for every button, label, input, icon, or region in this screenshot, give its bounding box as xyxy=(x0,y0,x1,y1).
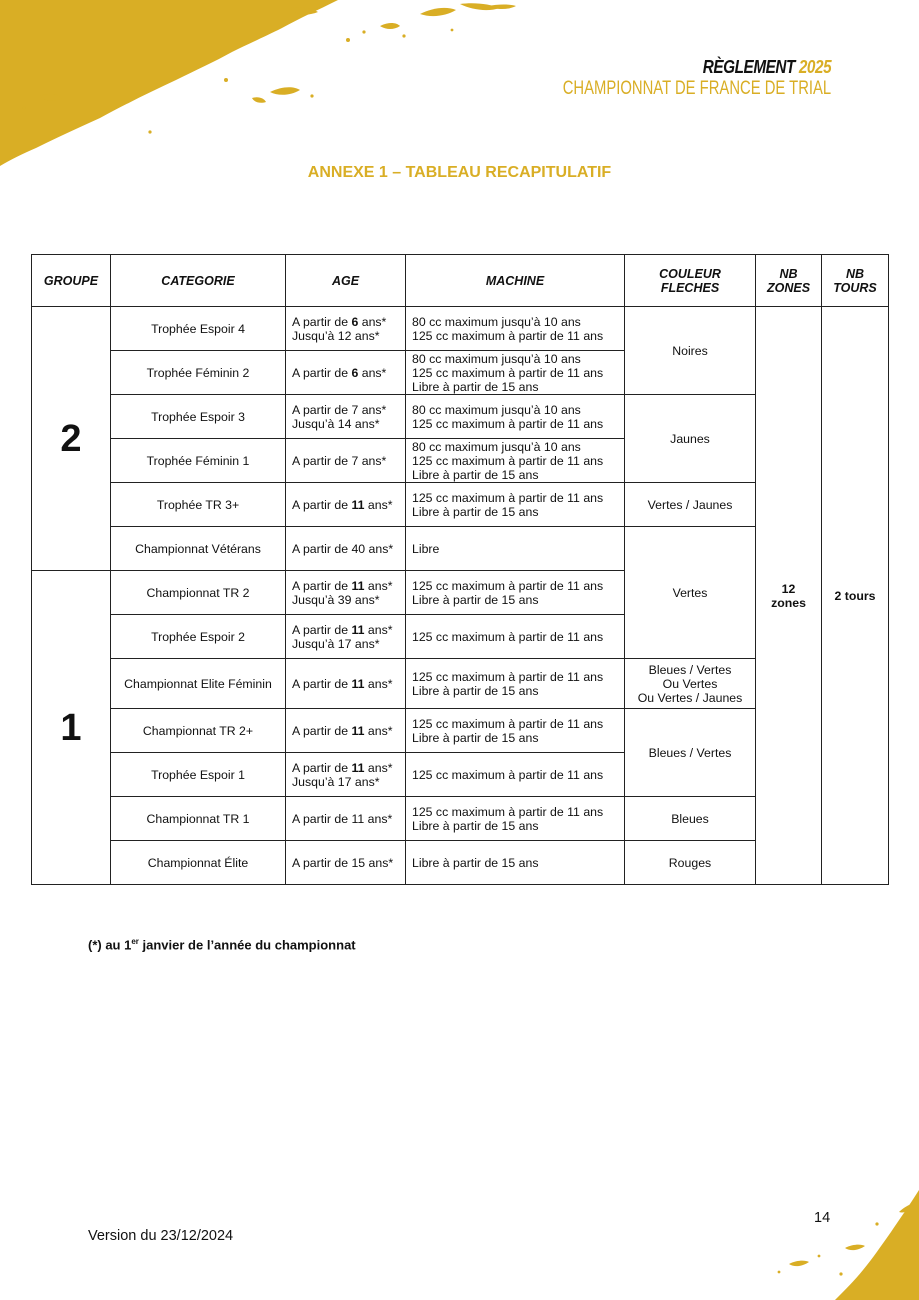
age-cell xyxy=(286,659,406,709)
machine-cell xyxy=(406,615,625,659)
group-number: 1 xyxy=(32,571,111,885)
age-bold: 6 xyxy=(351,365,359,380)
nb-zones-unit: zones xyxy=(771,595,806,610)
age-limit: Jusqu’à 14 ans* xyxy=(292,416,380,431)
brand-word: RÈGLEMENT xyxy=(702,57,795,77)
group-number: 2 xyxy=(32,307,111,571)
machine-line: 80 cc maximum jusqu’à 10 ans xyxy=(412,314,581,329)
age-prefix: A partir de 7 ans* xyxy=(292,402,387,417)
machine-cell xyxy=(406,659,625,709)
age-prefix: A partir de xyxy=(292,497,352,512)
machine-line: 125 cc maximum à partir de 11 ans xyxy=(412,578,604,593)
machine-line: 125 cc maximum à partir de 11 ans xyxy=(412,416,604,431)
header-nbzones-l1: NB xyxy=(779,266,798,281)
machine-line: 125 cc maximum à partir de 11 ans xyxy=(412,453,604,468)
machine-line: Libre à partir de 15 ans xyxy=(412,855,539,870)
machine-cell xyxy=(406,709,625,753)
brand-header xyxy=(487,57,831,101)
age-line xyxy=(292,623,399,637)
brush-decoration-bottom-right xyxy=(749,1190,919,1300)
age-suffix: ans* xyxy=(364,578,393,593)
age-prefix: A partir de 40 ans* xyxy=(292,541,394,556)
age-bold: 11 xyxy=(351,676,365,691)
age-bold: 11 xyxy=(351,760,365,775)
header-machine: MACHINE xyxy=(406,255,625,307)
brush-decoration-top-left xyxy=(0,0,520,170)
nb-zones-cell xyxy=(756,307,822,885)
machine-line: Libre à partir de 15 ans xyxy=(412,683,539,698)
age-suffix: ans* xyxy=(358,314,387,329)
machine-cell xyxy=(406,483,625,527)
machine-line: Libre xyxy=(412,541,440,556)
age-suffix: ans* xyxy=(364,622,393,637)
machine-line: 125 cc maximum à partir de 11 ans xyxy=(412,365,604,380)
brand-subtitle: CHAMPIONNAT DE FRANCE DE TRIAL xyxy=(562,78,831,99)
machine-cell xyxy=(406,841,625,885)
age-prefix: A partir de xyxy=(292,676,352,691)
machine-line: 125 cc maximum à partir de 11 ans xyxy=(412,767,604,782)
footnote xyxy=(88,937,356,952)
age-prefix: A partir de 15 ans* xyxy=(292,855,394,870)
header-age: AGE xyxy=(286,255,406,307)
machine-line: 125 cc maximum à partir de 11 ans xyxy=(412,490,604,505)
machine-line: Libre à partir de 15 ans xyxy=(412,504,539,519)
category-cell: Championnat TR 1 xyxy=(111,797,286,841)
age-prefix: A partir de xyxy=(292,760,352,775)
arrow-color-cell xyxy=(625,709,756,797)
age-cell xyxy=(286,615,406,659)
nb-tours-cell: 2 tours xyxy=(822,307,889,885)
recap-table xyxy=(31,254,889,885)
machine-line: Libre à partir de 15 ans xyxy=(412,467,539,482)
age-line xyxy=(292,724,399,738)
age-prefix: A partir de 11 ans* xyxy=(292,811,393,826)
category-cell: Trophée TR 3+ xyxy=(111,483,286,527)
age-line xyxy=(292,579,399,593)
machine-line: Libre à partir de 15 ans xyxy=(412,379,539,394)
arrow-color: Noires xyxy=(672,343,708,358)
machine-cell xyxy=(406,395,625,439)
table-row xyxy=(32,307,889,351)
age-cell xyxy=(286,527,406,571)
age-bold: 11 xyxy=(351,723,365,738)
machine-cell xyxy=(406,571,625,615)
age-cell xyxy=(286,709,406,753)
age-cell xyxy=(286,797,406,841)
arrow-color: Bleues / Vertes xyxy=(648,662,732,677)
header-couleur-l1: COULEUR xyxy=(659,266,721,281)
category-cell: Trophée Espoir 2 xyxy=(111,615,286,659)
category-cell: Championnat TR 2 xyxy=(111,571,286,615)
header-couleur xyxy=(625,255,756,307)
machine-line: Libre à partir de 15 ans xyxy=(412,818,539,833)
header-nbtours-l2: TOURS xyxy=(833,280,877,295)
nb-zones-value: 12 xyxy=(781,581,796,596)
brand-year: 2025 xyxy=(798,57,831,77)
header-nbzones-l2: ZONES xyxy=(766,280,811,295)
header-nbtours-l1: NB xyxy=(845,266,865,281)
age-limit: Jusqu’à 17 ans* xyxy=(292,774,380,789)
category-cell: Championnat TR 2+ xyxy=(111,709,286,753)
table-header-row xyxy=(32,255,889,307)
age-limit: Jusqu’à 17 ans* xyxy=(292,636,380,651)
arrow-color: Bleues xyxy=(671,811,709,826)
age-prefix: A partir de xyxy=(292,365,352,380)
age-line xyxy=(292,856,399,870)
age-cell xyxy=(286,571,406,615)
footnote-prefix: (*) au 1 xyxy=(88,937,132,953)
machine-line: 125 cc maximum à partir de 11 ans xyxy=(412,328,604,343)
arrow-color: Vertes / Jaunes xyxy=(647,497,733,512)
arrow-color-cell xyxy=(625,797,756,841)
machine-line: 125 cc maximum à partir de 11 ans xyxy=(412,669,604,684)
age-cell xyxy=(286,753,406,797)
age-bold: 11 xyxy=(351,622,365,637)
age-line xyxy=(292,403,399,417)
age-cell xyxy=(286,395,406,439)
version-text: Version du 23/12/2024 xyxy=(88,1228,234,1244)
machine-line: 80 cc maximum jusqu’à 10 ans xyxy=(412,439,581,454)
machine-cell xyxy=(406,527,625,571)
age-cell xyxy=(286,351,406,395)
age-prefix: A partir de xyxy=(292,314,352,329)
machine-line: 125 cc maximum à partir de 11 ans xyxy=(412,629,604,644)
machine-line: 125 cc maximum à partir de 11 ans xyxy=(412,716,604,731)
age-bold: 11 xyxy=(351,578,365,593)
category-cell: Championnat Vétérans xyxy=(111,527,286,571)
machine-cell xyxy=(406,753,625,797)
age-limit: Jusqu’à 12 ans* xyxy=(292,328,380,343)
arrow-color: Ou Vertes / Jaunes xyxy=(637,690,743,705)
arrow-color-cell xyxy=(625,395,756,483)
age-cell xyxy=(286,307,406,351)
age-suffix: ans* xyxy=(358,365,387,380)
machine-line: Libre à partir de 15 ans xyxy=(412,592,539,607)
machine-line: Libre à partir de 15 ans xyxy=(412,730,539,745)
machine-line: 80 cc maximum jusqu’à 10 ans xyxy=(412,351,581,366)
category-cell: Trophée Espoir 4 xyxy=(111,307,286,351)
age-line xyxy=(292,315,399,329)
category-cell: Championnat Élite xyxy=(111,841,286,885)
machine-cell xyxy=(406,351,625,395)
machine-cell xyxy=(406,797,625,841)
category-cell: Trophée Féminin 1 xyxy=(111,439,286,483)
arrow-color: Bleues / Vertes xyxy=(648,745,732,760)
header-nb-tours xyxy=(822,255,889,307)
header-groupe: GROUPE xyxy=(32,255,111,307)
age-prefix: A partir de xyxy=(292,578,352,593)
age-line xyxy=(292,454,399,468)
age-bold: 11 xyxy=(351,497,365,512)
category-cell: Championnat Elite Féminin xyxy=(111,659,286,709)
age-prefix: A partir de xyxy=(292,622,352,637)
header-couleur-l2: FLECHES xyxy=(660,280,720,295)
page-number: 14 xyxy=(814,1210,831,1226)
age-suffix: ans* xyxy=(364,497,393,512)
age-limit: Jusqu’à 39 ans* xyxy=(292,592,380,607)
age-line xyxy=(292,498,399,512)
category-cell: Trophée Espoir 3 xyxy=(111,395,286,439)
age-prefix: A partir de xyxy=(292,723,352,738)
footnote-suffix: janvier de l’année du championnat xyxy=(138,937,356,953)
machine-line: 80 cc maximum jusqu’à 10 ans xyxy=(412,402,581,417)
arrow-color: Jaunes xyxy=(670,431,710,446)
arrow-color-cell xyxy=(625,841,756,885)
age-suffix: ans* xyxy=(364,760,393,775)
category-cell: Trophée Espoir 1 xyxy=(111,753,286,797)
arrow-color-cell xyxy=(625,307,756,395)
arrow-color: Rouges xyxy=(668,855,712,870)
header-categorie: CATEGORIE xyxy=(111,255,286,307)
machine-cell xyxy=(406,439,625,483)
age-line xyxy=(292,812,399,826)
category-cell: Trophée Féminin 2 xyxy=(111,351,286,395)
age-cell xyxy=(286,439,406,483)
age-suffix: ans* xyxy=(364,723,393,738)
age-prefix: A partir de 7 ans* xyxy=(292,453,387,468)
age-bold: 6 xyxy=(351,314,359,329)
age-line xyxy=(292,761,399,775)
page-title: ANNEXE 1 – TABLEAU RECAPITULATIF xyxy=(307,164,612,181)
machine-line: 125 cc maximum à partir de 11 ans xyxy=(412,804,604,819)
arrow-color: Vertes xyxy=(672,585,708,600)
arrow-color: Ou Vertes xyxy=(662,676,718,691)
arrow-color-cell xyxy=(625,483,756,527)
arrow-color-cell xyxy=(625,659,756,709)
age-line xyxy=(292,677,399,691)
footnote-sup: er xyxy=(131,937,139,946)
machine-cell xyxy=(406,307,625,351)
age-cell xyxy=(286,841,406,885)
age-line xyxy=(292,542,399,556)
age-suffix: ans* xyxy=(364,676,393,691)
table-body xyxy=(32,307,889,885)
age-cell xyxy=(286,483,406,527)
header-nb-zones xyxy=(756,255,822,307)
age-line xyxy=(292,366,399,380)
arrow-color-cell xyxy=(625,527,756,659)
brand-title xyxy=(538,57,831,77)
